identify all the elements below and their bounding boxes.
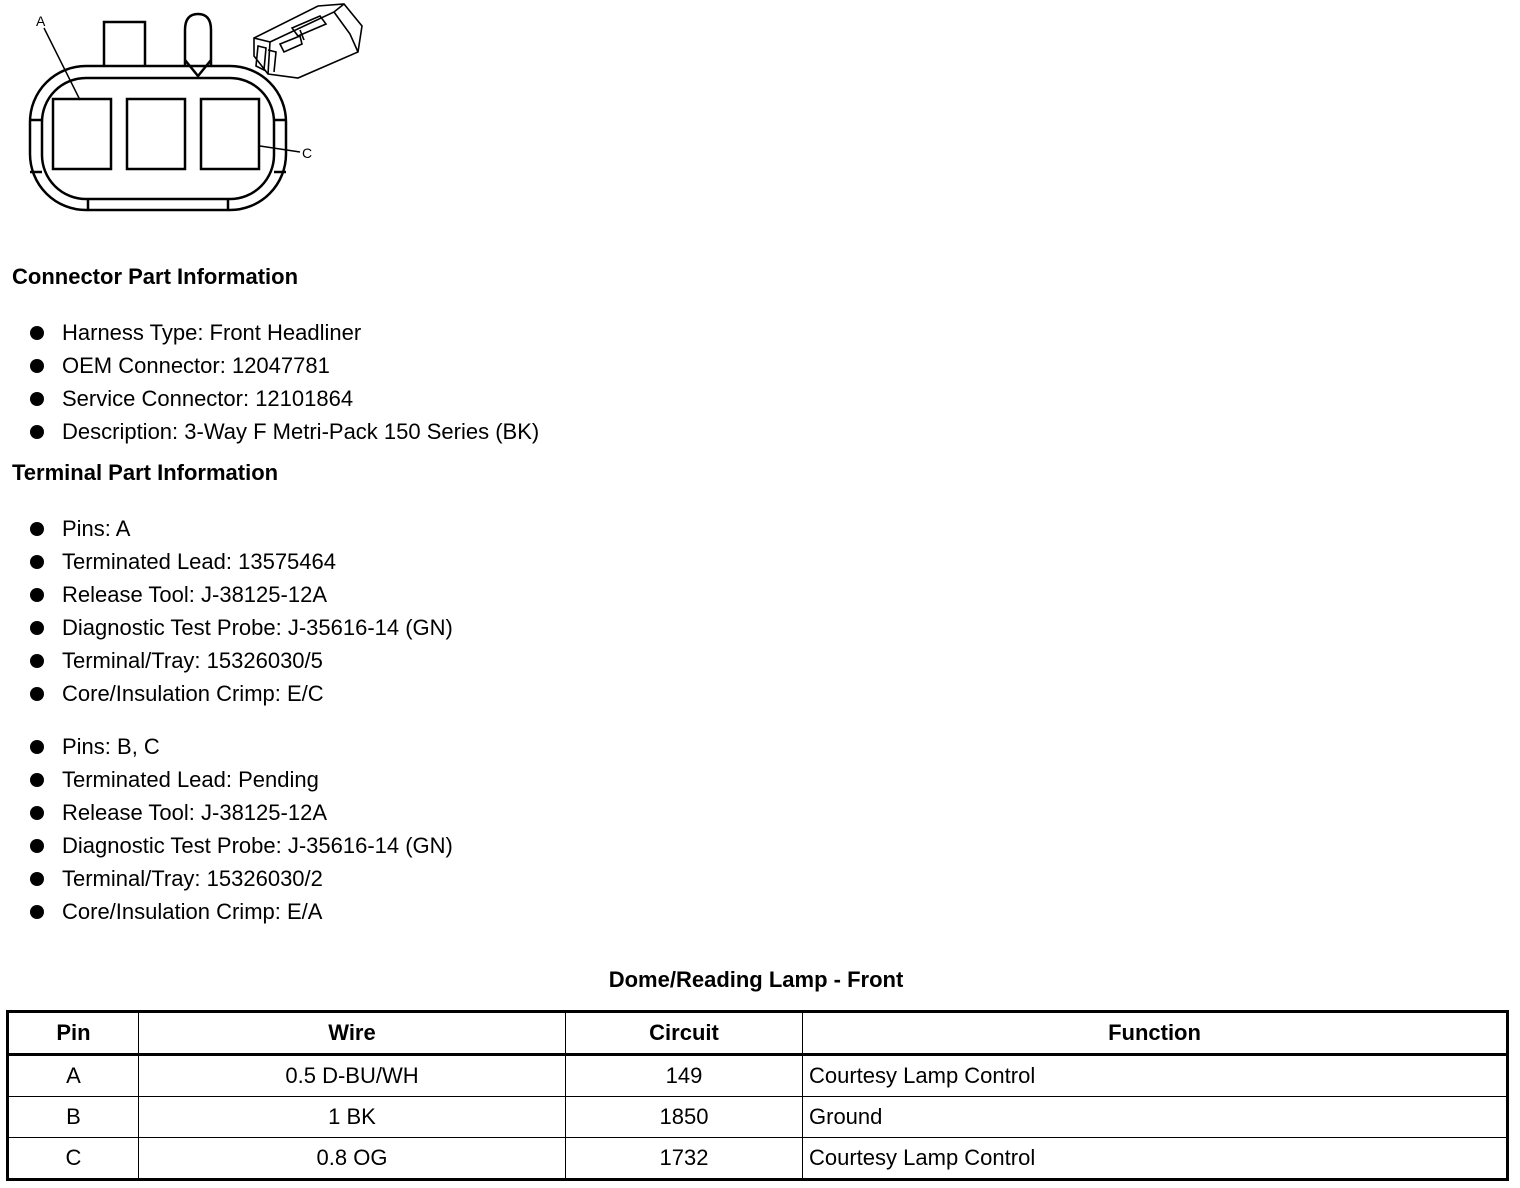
bullet-icon <box>30 621 44 635</box>
cell-circuit: 149 <box>566 1055 803 1097</box>
bullet-icon <box>30 654 44 668</box>
bullet-icon <box>30 740 44 754</box>
header-wire: Wire <box>139 1012 566 1055</box>
list-item-text: Terminal/Tray: 15326030/2 <box>62 866 323 891</box>
list-item-text: Diagnostic Test Probe: J-35616-14 (GN) <box>62 833 453 858</box>
cell-wire: 1 BK <box>139 1097 566 1138</box>
list-item-text: OEM Connector: 12047781 <box>62 353 330 378</box>
list-item-text: Release Tool: J-38125-12A <box>62 800 327 825</box>
connector-iso-thumbnail <box>254 4 362 78</box>
list-item <box>28 644 453 677</box>
header-pin: Pin <box>8 1012 139 1055</box>
table-row <box>8 1138 1508 1180</box>
list-item <box>28 382 539 415</box>
table-row <box>8 1097 1508 1138</box>
connector-part-info-heading: Connector Part Information <box>12 264 299 289</box>
cavity-a <box>53 99 111 169</box>
list-item-text: Terminated Lead: 13575464 <box>62 549 336 574</box>
bullet-icon <box>30 588 44 602</box>
cell-function: Courtesy Lamp Control <box>803 1138 1508 1180</box>
lock-tab <box>104 22 145 66</box>
bullet-icon <box>30 425 44 439</box>
bullet-icon <box>30 905 44 919</box>
leader-line-a <box>44 28 80 100</box>
bullet-icon <box>30 773 44 787</box>
cell-pin: A <box>8 1055 139 1097</box>
table-header-row <box>8 1012 1508 1055</box>
pin-label-c: C <box>302 145 313 161</box>
connector-face-drawing <box>0 0 380 230</box>
bullet-icon <box>30 392 44 406</box>
list-item <box>28 730 453 763</box>
list-item <box>28 349 539 382</box>
list-item <box>28 763 453 796</box>
list-item-text: Terminated Lead: Pending <box>62 767 319 792</box>
table-row <box>8 1055 1508 1097</box>
header-circuit: Circuit <box>566 1012 803 1055</box>
list-item-text: Harness Type: Front Headliner <box>62 320 362 345</box>
table-title: Dome/Reading Lamp - Front <box>608 967 904 992</box>
cell-function: Ground <box>803 1097 1508 1138</box>
bullet-icon <box>30 806 44 820</box>
list-item <box>28 677 453 710</box>
terminal-group-1-list <box>28 512 453 710</box>
list-item-text: Description: 3-Way F Metri-Pack 150 Series (BK) <box>62 419 540 444</box>
list-item-text: Service Connector: 12101864 <box>62 386 354 411</box>
cavity-b <box>127 99 185 169</box>
connector-part-info-list <box>28 316 539 448</box>
connector-inner-rim <box>42 78 274 199</box>
cell-circuit: 1732 <box>566 1138 803 1180</box>
cell-pin: C <box>8 1138 139 1180</box>
keying-post <box>185 14 211 66</box>
list-item <box>28 862 453 895</box>
header-function: Function <box>803 1012 1508 1055</box>
cell-wire: 0.5 D-BU/WH <box>139 1055 566 1097</box>
bullet-icon <box>30 687 44 701</box>
list-item <box>28 415 539 448</box>
bullet-icon <box>30 555 44 569</box>
list-item-text: Pins: A <box>62 516 131 541</box>
connector-diagram <box>0 0 380 230</box>
list-item-text: Terminal/Tray: 15326030/5 <box>62 648 323 673</box>
leader-line-c <box>260 146 300 152</box>
list-item <box>28 829 453 862</box>
list-item <box>28 578 453 611</box>
list-item <box>28 895 453 928</box>
list-item <box>28 611 453 644</box>
list-item <box>28 512 453 545</box>
cell-circuit: 1850 <box>566 1097 803 1138</box>
cell-pin: B <box>8 1097 139 1138</box>
terminal-group-2-list <box>28 730 453 928</box>
pin-label-a: A <box>36 13 46 29</box>
list-item-text: Core/Insulation Crimp: E/A <box>62 899 323 924</box>
cell-function: Courtesy Lamp Control <box>803 1055 1508 1097</box>
list-item-text: Diagnostic Test Probe: J-35616-14 (GN) <box>62 615 453 640</box>
list-item <box>28 796 453 829</box>
bullet-icon <box>30 359 44 373</box>
bullet-icon <box>30 839 44 853</box>
list-item-text: Pins: B, C <box>62 734 160 759</box>
cell-wire: 0.8 OG <box>139 1138 566 1180</box>
list-item <box>28 545 453 578</box>
terminal-part-info-heading: Terminal Part Information <box>12 460 279 485</box>
connector-outer-body <box>30 66 286 210</box>
bullet-icon <box>30 522 44 536</box>
bullet-icon <box>30 326 44 340</box>
pinout-table <box>6 1010 1509 1181</box>
list-item-text: Core/Insulation Crimp: E/C <box>62 681 324 706</box>
list-item <box>28 316 539 349</box>
bullet-icon <box>30 872 44 886</box>
list-item-text: Release Tool: J-38125-12A <box>62 582 327 607</box>
cavity-c <box>201 99 259 169</box>
